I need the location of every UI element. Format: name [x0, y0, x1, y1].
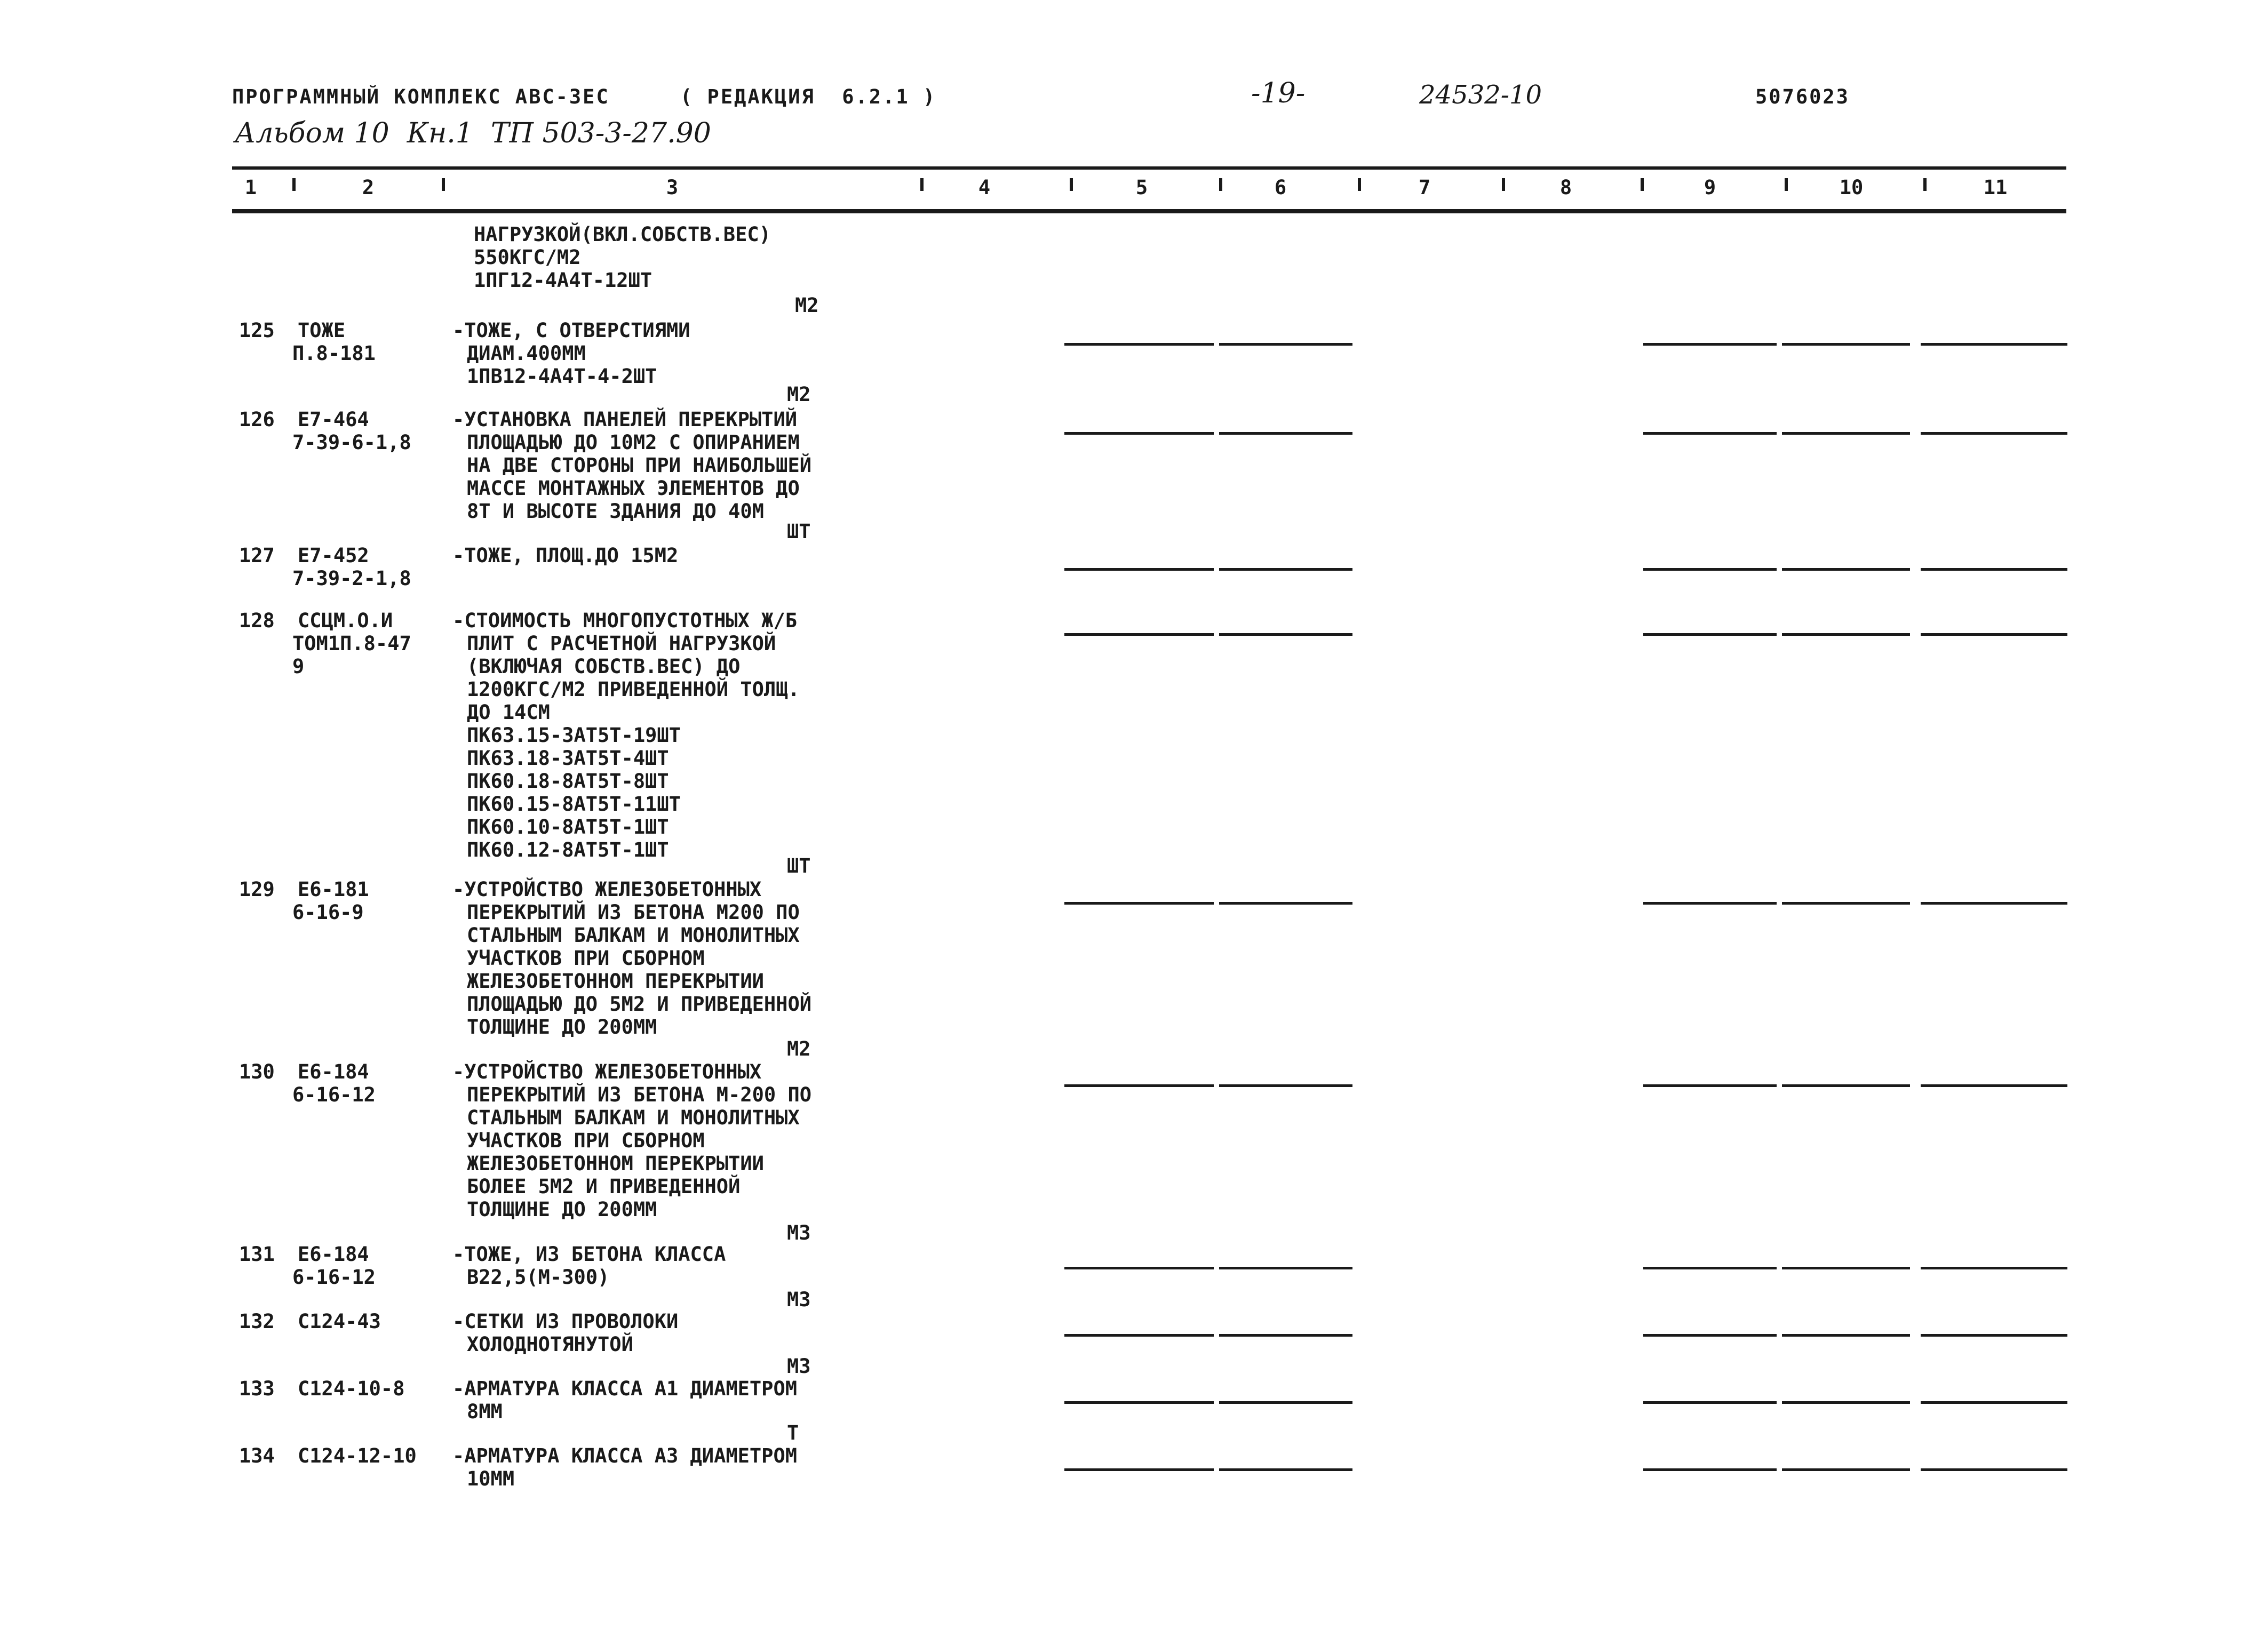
fraction-line [1782, 343, 1910, 346]
unit-of-measure: М3 [787, 1221, 811, 1244]
fraction-line [1219, 1334, 1352, 1337]
fraction-line [1643, 902, 1777, 905]
column-number: 4 [978, 176, 991, 199]
work-description: -АРМАТУРА КЛАССА А3 ДИАМЕТРОМ [452, 1444, 798, 1467]
work-description: 8Т И ВЫСОТЕ ЗДАНИЯ ДО 40М [467, 500, 764, 523]
row-number: 127 [239, 544, 275, 567]
fraction-line [1782, 1334, 1910, 1337]
row-number: 125 [239, 319, 275, 342]
fraction-line [1782, 1267, 1910, 1269]
work-description: ТОЛЩИНЕ ДО 200ММ [467, 1016, 657, 1038]
album-reference: Альбом 10 Кн.1 ТП 503-3-27.90 [235, 117, 711, 149]
work-description: -ТОЖЕ, ПЛОЩ.ДО 15М2 [452, 544, 679, 567]
work-description: -УСТАНОВКА ПАНЕЛЕЙ ПЕРЕКРЫТИЙ [452, 408, 798, 431]
edition-label: ( РЕДАКЦИЯ 6.2.1 ) [680, 85, 937, 108]
row-number: 133 [239, 1377, 275, 1400]
work-description: ПК60.18-8АТ5Т-8ШТ [467, 770, 669, 793]
column-separator [1502, 178, 1505, 191]
column-number: 1 [244, 176, 257, 199]
fraction-line [1643, 1468, 1777, 1471]
fraction-line [1064, 1334, 1214, 1337]
work-description: СТАЛЬНЫМ БАЛКАМ И МОНОЛИТНЫХ [467, 924, 800, 947]
column-separator [920, 178, 924, 191]
fraction-line [1064, 1267, 1214, 1269]
column-separator [1358, 178, 1361, 191]
norm-code: П.8-181 [292, 342, 376, 365]
fraction-line [1219, 633, 1352, 636]
work-description: БОЛЕЕ 5М2 И ПРИВЕДЕННОЙ [467, 1175, 741, 1198]
norm-code: 9 [292, 655, 305, 678]
fraction-line [1921, 633, 2067, 636]
column-number: 7 [1418, 176, 1431, 199]
fraction-line [1219, 1401, 1352, 1404]
row-number: 128 [239, 609, 275, 632]
fraction-line [1219, 568, 1352, 571]
work-description: СТАЛЬНЫМ БАЛКАМ И МОНОЛИТНЫХ [467, 1106, 800, 1129]
work-description: ПК60.10-8АТ5Т-1ШТ [467, 816, 669, 838]
row-number: 132 [239, 1310, 275, 1333]
fraction-line [1643, 432, 1777, 435]
row-number: 134 [239, 1444, 275, 1467]
fraction-line [1782, 902, 1910, 905]
norm-code: С124-10-8 [298, 1377, 405, 1400]
work-description: УЧАСТКОВ ПРИ СБОРНОМ [467, 947, 705, 970]
fraction-line [1921, 1334, 2067, 1337]
work-description: ТОЛЩИНЕ ДО 200ММ [467, 1198, 657, 1221]
unit-of-measure: ШТ [787, 520, 811, 543]
work-description: -ТОЖЕ, С ОТВЕРСТИЯМИ [452, 319, 690, 342]
row-number: 126 [239, 408, 275, 431]
fraction-line [1921, 902, 2067, 905]
column-number: 10 [1839, 176, 1864, 199]
work-description: ПК60.12-8АТ5Т-1ШТ [467, 838, 669, 861]
column-number: 11 [1983, 176, 2008, 199]
norm-code: Е7-452 [298, 544, 369, 567]
column-separator [1641, 178, 1644, 191]
norm-code: 7-39-6-1,8 [292, 431, 411, 454]
norm-code: Е7-464 [298, 408, 369, 431]
table-header-rule [232, 209, 2066, 213]
document-number: 5076023 [1755, 85, 1850, 108]
work-description: УЧАСТКОВ ПРИ СБОРНОМ [467, 1129, 705, 1152]
norm-code: ТОЖЕ [298, 319, 346, 342]
column-separator [442, 178, 445, 191]
work-description: -ТОЖЕ, ИЗ БЕТОНА КЛАССА [452, 1243, 726, 1266]
norm-code: 6-16-12 [292, 1266, 376, 1289]
work-description: ПК63.15-3АТ5Т-19ШТ [467, 724, 681, 747]
fraction-line [1643, 633, 1777, 636]
fraction-line [1782, 432, 1910, 435]
continuation-line: 550КГС/М2 [474, 246, 581, 269]
fraction-line [1921, 343, 2067, 346]
work-description: -СТОИМОСТЬ МНОГОПУСТОТНЫХ Ж/Б [452, 609, 798, 632]
work-description: -УСТРОЙСТВО ЖЕЛЕЗОБЕТОННЫХ [452, 878, 762, 901]
work-description: ПК63.18-3АТ5Т-4ШТ [467, 747, 669, 770]
row-number: 130 [239, 1060, 275, 1083]
fraction-line [1643, 568, 1777, 571]
column-separator [1785, 178, 1788, 191]
unit-of-measure: М3 [787, 1288, 811, 1311]
column-separator [1923, 178, 1927, 191]
column-number: 5 [1135, 176, 1148, 199]
fraction-line [1064, 432, 1214, 435]
fraction-line [1782, 633, 1910, 636]
norm-code: Е6-184 [298, 1243, 369, 1266]
column-separator [1219, 178, 1222, 191]
work-description: ПЕРЕКРЫТИЙ ИЗ БЕТОНА М-200 ПО [467, 1083, 812, 1106]
work-description: -УСТРОЙСТВО ЖЕЛЕЗОБЕТОННЫХ [452, 1060, 762, 1083]
page-number: -19- [1251, 77, 1306, 109]
unit-of-measure: М2 [787, 1037, 811, 1060]
fraction-line [1921, 1084, 2067, 1087]
work-description: НА ДВЕ СТОРОНЫ ПРИ НАИБОЛЬШЕЙ [467, 454, 812, 477]
fraction-line [1219, 432, 1352, 435]
norm-code: 7-39-2-1,8 [292, 567, 411, 590]
work-description: (ВКЛЮЧАЯ СОБСТВ.ВЕС) ДО [467, 655, 741, 678]
work-description: ПЕРЕКРЫТИЙ ИЗ БЕТОНА М200 ПО [467, 901, 800, 924]
norm-code: ССЦМ.О.И [298, 609, 393, 632]
fraction-line [1643, 1334, 1777, 1337]
row-number: 131 [239, 1243, 275, 1266]
norm-code: С124-43 [298, 1310, 381, 1333]
work-description: В22,5(М-300) [467, 1266, 610, 1289]
work-description: 1ПВ12-4А4Т-4-2ШТ [467, 365, 657, 388]
fraction-line [1782, 1084, 1910, 1087]
fraction-line [1921, 1267, 2067, 1269]
fraction-line [1782, 1468, 1910, 1471]
work-description: ХОЛОДНОТЯНУТОЙ [467, 1333, 633, 1356]
fraction-line [1064, 1468, 1214, 1471]
unit-of-measure: Т [787, 1421, 799, 1444]
column-separator [292, 178, 296, 191]
fraction-line [1921, 1401, 2067, 1404]
work-description: 1200КГС/М2 ПРИВЕДЕННОЙ ТОЛЩ. [467, 678, 800, 701]
column-separator [1070, 178, 1073, 191]
column-number: 2 [362, 176, 375, 199]
norm-code: Е6-184 [298, 1060, 369, 1083]
fraction-line [1219, 1084, 1352, 1087]
fraction-line [1064, 343, 1214, 346]
fraction-line [1064, 902, 1214, 905]
row-number: 129 [239, 878, 275, 901]
work-description: ЖЕЛЕЗОБЕТОННОМ ПЕРЕКРЫТИИ [467, 1152, 764, 1175]
norm-code: Е6-181 [298, 878, 369, 901]
fraction-line [1643, 1401, 1777, 1404]
work-description: 8ММ [467, 1400, 503, 1423]
fraction-line [1064, 568, 1214, 571]
work-description: МАССЕ МОНТАЖНЫХ ЭЛЕМЕНТОВ ДО [467, 477, 800, 500]
program-title: ПРОГРАММНЫЙ КОМПЛЕКС АВС-3ЕС [232, 85, 610, 108]
continuation-unit: М2 [795, 294, 819, 317]
norm-code: 6-16-9 [292, 901, 364, 924]
fraction-line [1219, 902, 1352, 905]
fraction-line [1921, 568, 2067, 571]
fraction-line [1782, 1401, 1910, 1404]
fraction-line [1064, 633, 1214, 636]
work-description: ПЛОЩАДЬЮ ДО 5М2 И ПРИВЕДЕННОЙ [467, 993, 812, 1016]
table-top-rule [232, 166, 2066, 170]
column-number: 9 [1704, 176, 1716, 199]
work-description: ПК60.15-8АТ5Т-11ШТ [467, 793, 681, 816]
norm-code: С124-12-10 [298, 1444, 417, 1467]
fraction-line [1782, 568, 1910, 571]
norm-code: 6-16-12 [292, 1083, 376, 1106]
norm-code: ТОМ1П.8-47 [292, 632, 411, 655]
column-number: 6 [1274, 176, 1287, 199]
continuation-line: НАГРУЗКОЙ(ВКЛ.СОБСТВ.ВЕС) [474, 223, 771, 246]
work-description: ДИАМ.400ММ [467, 342, 586, 365]
fraction-line [1921, 432, 2067, 435]
work-description: ЖЕЛЕЗОБЕТОННОМ ПЕРЕКРЫТИИ [467, 970, 764, 993]
fraction-line [1219, 1468, 1352, 1471]
fraction-line [1921, 1468, 2067, 1471]
fraction-line [1064, 1084, 1214, 1087]
fraction-line [1643, 1267, 1777, 1269]
work-description: -АРМАТУРА КЛАССА А1 ДИАМЕТРОМ [452, 1377, 798, 1400]
unit-of-measure: ШТ [787, 854, 811, 877]
work-description: -СЕТКИ ИЗ ПРОВОЛОКИ [452, 1310, 679, 1333]
work-description: ПЛОЩАДЬЮ ДО 10М2 С ОПИРАНИЕМ [467, 431, 800, 454]
work-description: ДО 14СМ [467, 701, 550, 724]
work-description: ПЛИТ С РАСЧЕТНОЙ НАГРУЗКОЙ [467, 632, 776, 655]
fraction-line [1643, 343, 1777, 346]
fraction-line [1643, 1084, 1777, 1087]
fraction-line [1064, 1401, 1214, 1404]
column-number: 8 [1559, 176, 1572, 199]
fraction-line [1219, 1267, 1352, 1269]
fraction-line [1219, 343, 1352, 346]
unit-of-measure: М3 [787, 1355, 811, 1378]
work-description: 10ММ [467, 1467, 515, 1490]
continuation-line: 1ПГ12-4А4Т-12ШТ [474, 269, 652, 292]
unit-of-measure: М2 [787, 383, 811, 406]
document-code: 24532-10 [1419, 80, 1542, 110]
column-number: 3 [666, 176, 679, 199]
